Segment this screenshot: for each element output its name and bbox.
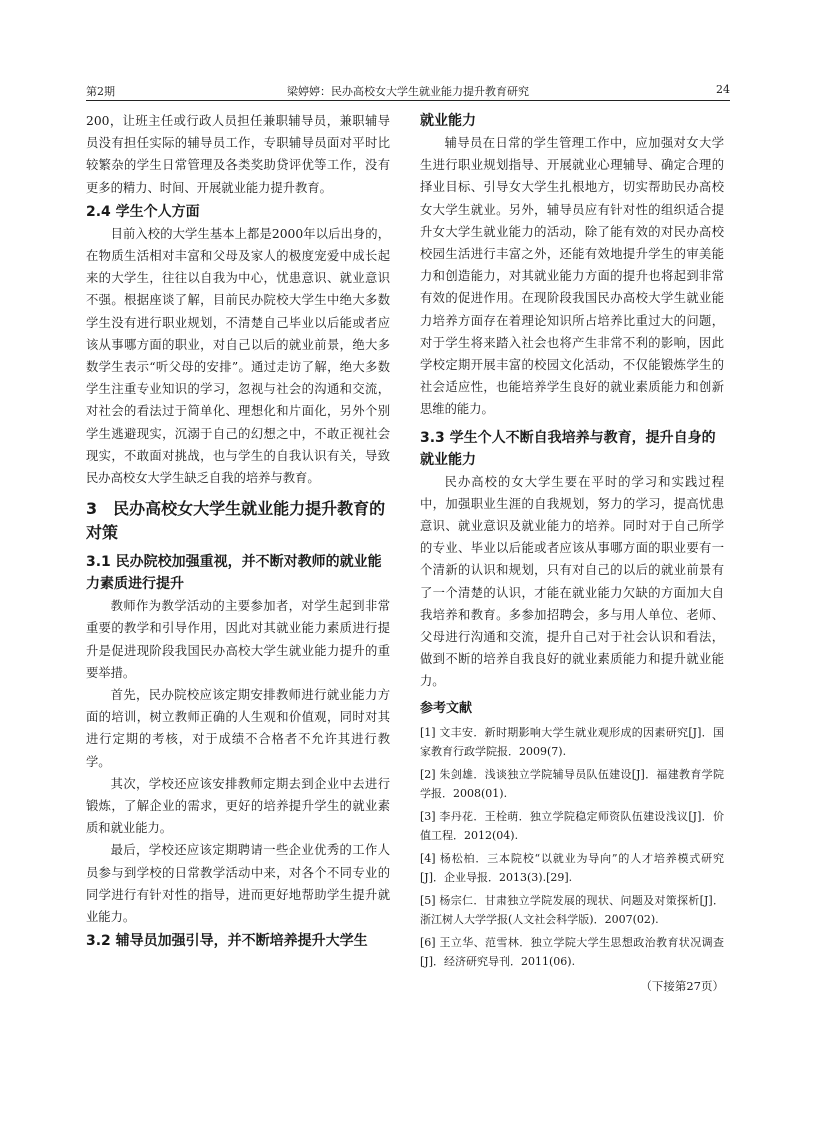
paragraph-3-3: 民办高校的女大学生要在平时的学习和实践过程中，加强职业生涯的自我规划，努力的学习，提高忧患意识、就业意识及就业能力的培养。同时对于自己所学的专业、毕业以后能或者应该从事哪方面的职业要有一个清新的认识和规划，只有对自己的以后的就业前景有了一个清楚的认识，才能在就业能力欠缺的方面加大自我培养和教育。多参加招聘会，多与用人单位、老师、父母进行沟通和交流，提升自己对于社会认识和看法，做到不断的培养自我良好的就业素质能力和提升就业能力。 [420, 474, 724, 689]
running-title: 梁婷婷：民办高校女大学生就业能力提升教育研究 [287, 85, 529, 98]
reference-item: [2] 朱剑雄．浅谈独立学院辅导员队伍建设[J]．福建教育学院学报．2008(01). [420, 767, 724, 800]
reference-item: [1] 文丰安．新时期影响大学生就业观形成的因素研究[J]．国家教育行政学院报．2009(7). [420, 725, 724, 758]
continued-note: （下接第27页） [640, 978, 724, 993]
paragraph-3-2: 辅导员在日常的学生管理工作中，应加强对女大学生进行职业规划指导、开展就业心理辅导、确定合理的择业目标、引导女大学生扎根地方，切实帮助民办高校女大学生就业。另外，辅导员应有针对性的组织适合提升女大学生就业能力的活动，除了能有效的对民办高校校园生活进行丰富之外，还能有效地提升学生的审美能力和创造能力，对其就业能力方面的提升也将起到非常有效的促进作用。在现阶段我国民办高校大学生就业能力培养方面存在着理论知识所占培养比重过大的问题，对于学生将来踏入社会也将产生非常不利的影响，因此学校定期开展丰富的校园文化活动，不仅能锻炼学生的社会适应性，也能培养学生良好的就业素质能力和创新思维的能力。 [420, 136, 724, 417]
reference-item: [4] 杨松柏．三本院校“以就业为导向”的人才培养模式研究[J]．企业导报．2013(3).[29]. [420, 851, 724, 884]
references-title: 参考文献 [420, 700, 473, 716]
section-heading-3-2-continued: 就业能力 [420, 113, 476, 129]
section-heading-3-1: 3.1 民办院校加强重视，并不断对教师的就业能力素质进行提升 [86, 554, 382, 593]
reference-item: [6] 王立华、范雪林．独立学院大学生思想政治教育状况调查[J]．经济研究导刊．2011(06). [420, 935, 724, 968]
paragraph-carryover: 200，让班主任或行政人员担任兼职辅导员，兼职辅导员没有担任实际的辅导员工作，专职辅导员面对平时比较繁杂的学生日常管理及各类奖助贷评优等工作，没有更多的精力、时间、开展就业能力提升教育。 [86, 114, 390, 195]
left-column [86, 110, 390, 952]
section-heading-3-2: 3.2 辅导员加强引导，并不断培养提升大学生 [86, 933, 368, 950]
paragraph-3-1-b: 首先，民办院校应该定期安排教师进行就业能力方面的培训，树立教师正确的人生观和价值观，同时对其进行定期的考核，对于成绩不合格者不允许其进行教学。 [86, 688, 390, 769]
paragraph-3-1-c: 其次，学校还应该安排教师定期去到企业中去进行锻炼，了解企业的需求，更好的培养提升学生的就业素质和就业能力。 [86, 776, 390, 836]
reference-item: [5] 杨宗仁．甘肃独立学院发展的现状、问题及对策探析[J]．浙江树人大学学报(人文社会科学版)．2007(02). [420, 893, 724, 926]
issue-number: 第2期 [86, 85, 115, 98]
right-column [420, 110, 724, 997]
running-header [86, 80, 730, 101]
paragraph-2-4: 目前入校的大学生基本上都是2000年以后出身的，在物质生活相对丰富和父母及家人的极度宠爱中成长起来的大学生，往往以自我为中心，忧患意识、就业意识不强。根据座谈了解，目前民办院校大学生中绝大多数学生没有进行职业规划，不清楚自己毕业以后能或者应该从事哪方面的职业，对自己以后的就业前景，绝大多数学生表示“听父母的安排”。通过走访了解，绝大多数学生注重专业知识的学习，忽视与社会的沟通和交流，对社会的看法过于简单化、理想化和片面化，另外个别学生逃避现实，沉溺于自己的幻想之中，不敢正视社会现实，不敢面对挑战，也与学生的自我认识有关，导致民办高校女大学生缺乏自我的培养与教育。 [86, 226, 390, 486]
section-heading-2-4: 2.4 学生个人方面 [86, 203, 200, 220]
paragraph-3-1-a: 教师作为教学活动的主要参加者，对学生起到非常重要的教学和引导作用，因此对其就业能力素质进行提升是促进现阶段我国民办高校大学生就业能力提升的重要举措。 [86, 599, 390, 680]
page-number: 24 [716, 83, 730, 96]
section-heading-3-3: 3.3 学生个人不断自我培养与教育，提升自身的就业能力 [420, 429, 716, 468]
reference-list [420, 723, 724, 971]
paragraph-3-1-d: 最后，学校还应该定期聘请一些企业优秀的工作人员参与到学校的日常教学活动中来，对各个不同专业的同学进行有针对性的指导，进而更好地帮助学生提升就业能力。 [86, 843, 390, 925]
reference-item: [3] 李丹花．王栓萌．独立学院稳定师资队伍建设浅议[J]．价值工程．2012(04). [420, 809, 724, 842]
section-heading-3: 3 民办高校女大学生就业能力提升教育的对策 [86, 499, 386, 543]
